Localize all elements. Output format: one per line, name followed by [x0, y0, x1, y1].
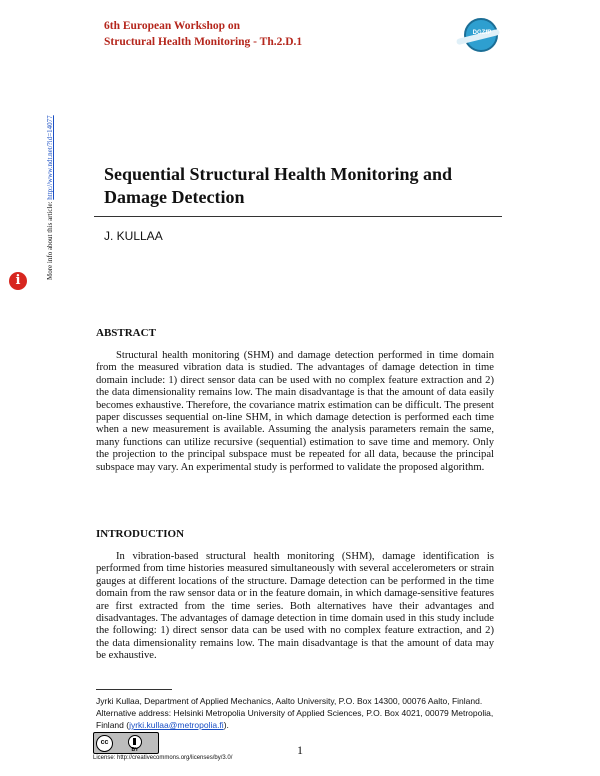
abstract-text: Structural health monitoring (SHM) and damage detection performed in time domain from the measured vibration data is studied. The advantages of damage detection in time domain include: 1) direct sensor data can be used with no complex feature extraction and 2) the data dimensionality remains low. The main disadvantage is that the amount of data easily becomes exhaustive. Therefore, the covariance matrix estimation can be difficult. The present paper discusses sequential on-line SHM, in which damage detection is performed each time when a new measurement is available. Assuming the analysis parameters remain the same, many functions can utilize recursive (sequential) estimation to save time and memory. Only the projection to the principal subspace must be repeated for all data, because the principal subspace may vary. An experimental study is performed to validate the proposed algorithm. [96, 350, 494, 473]
cc-icon: cc [96, 735, 113, 752]
author-email-link[interactable]: jyrki.kullaa@metropolia.fi [129, 720, 224, 730]
article-info-sidebar [46, 84, 54, 280]
introduction-heading: INTRODUCTION [96, 528, 185, 540]
header-line-2: Structural Health Monitoring - Th.2.D.1 [104, 36, 303, 48]
sidebar-label: More info about this article: [46, 199, 54, 280]
abstract-heading: ABSTRACT [96, 327, 156, 339]
logo-text: DGZfP [472, 30, 492, 36]
license-text: License: http://creativecommons.org/licenses/by/3.0/ [93, 755, 233, 761]
author-footnote [96, 695, 494, 731]
footnote-divider [96, 689, 172, 690]
info-icon[interactable]: i [9, 272, 27, 290]
cc-license-badge[interactable] [93, 732, 159, 754]
author-name: J. KULLAA [104, 229, 163, 243]
paper-title: Sequential Structural Health Monitoring and Damage Detection [104, 164, 453, 207]
footnote-text-end: ). [223, 720, 229, 730]
sidebar-url-link[interactable]: http://www.ndt.net/?id=14077 [46, 115, 54, 200]
dgzfp-logo [456, 18, 500, 54]
conference-header [104, 18, 302, 50]
footnote-text: Jyrki Kullaa, Department of Applied Mechanics, Aalto University, P.O. Box 14300, 00076 Aalto, Finland. Alternative address: Helsinki Metropolia University of Applied Sciences, P.O. Box 4021, 00079 Metropolia, Finland ( [96, 696, 494, 730]
header-line-1: 6th European Workshop on [104, 20, 241, 32]
by-label: BY [131, 747, 139, 753]
title-divider [94, 216, 502, 217]
introduction-text: In vibration-based structural health monitoring (SHM), damage identification is performed from time histories measured simultaneously with several accelerometers or strain gauges at different locations of the structure. Damage detection can be performed in the time domain from the raw sensor data or in the feature domain, in which damage-sensitive features are first extracted from the time series. Both alternatives have their advantages and disadvantages. The advantages of damage detection in time domain used in this study include the following: 1) direct sensor data can be used with no complex feature extraction, and 2) the data dimensionality remains low. The main disadvantage is that the amount of data may be exhaustive. [96, 551, 495, 662]
page-number: 1 [297, 743, 303, 757]
